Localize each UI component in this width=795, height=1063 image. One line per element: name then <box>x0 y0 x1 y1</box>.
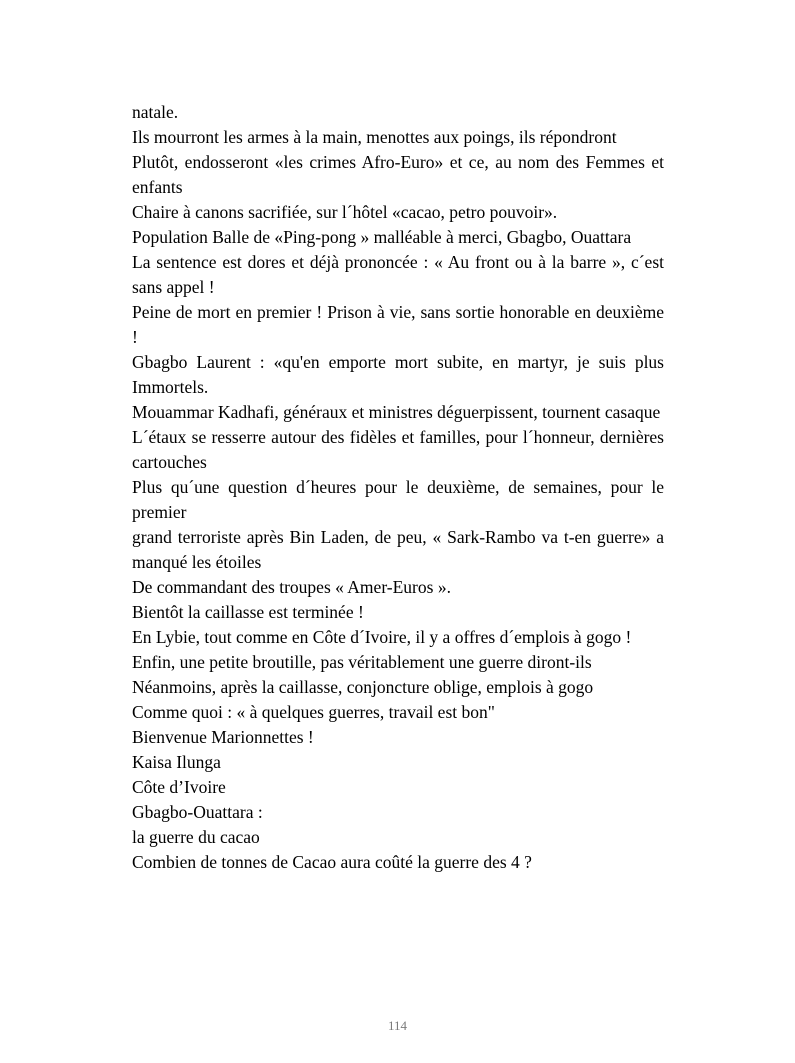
paragraph: Plus qu´une question d´heures pour le deuxième, de semaines, pour le premier <box>132 477 664 522</box>
paragraph: De commandant des troupes « Amer-Euros ». <box>132 577 451 597</box>
paragraph: Mouammar Kadhafi, généraux et ministres déguerpissent, tournent casaque <box>132 402 661 422</box>
paragraph: Bientôt la caillasse est terminée ! <box>132 602 364 622</box>
paragraph: En Lybie, tout comme en Côte d´Ivoire, il y a offres d´emplois à gogo ! <box>132 627 632 647</box>
paragraph: L´étaux se resserre autour des fidèles et familles, pour l´honneur, dernières cartouches <box>132 427 664 472</box>
paragraph: Néanmoins, après la caillasse, conjoncture oblige, emplois à gogo <box>132 677 594 697</box>
paragraph: natale. <box>132 102 179 122</box>
paragraph: Plutôt, endosseront «les crimes Afro-Euro» et ce, au nom des Femmes et enfants <box>132 152 664 197</box>
paragraph: Bienvenue Marionnettes ! <box>132 727 314 747</box>
paragraph: Population Balle de «Ping-pong » malléable à merci, Gbagbo, Ouattara <box>132 227 632 247</box>
paragraph: Combien de tonnes de Cacao aura coûté la guerre des 4 ? <box>132 852 532 872</box>
paragraph: Kaisa Ilunga <box>132 752 221 772</box>
paragraph: la guerre du cacao <box>132 827 260 847</box>
page-number: 114 <box>387 1018 408 1033</box>
paragraph: Gbagbo-Ouattara : <box>132 802 263 822</box>
paragraph: grand terroriste après Bin Laden, de peu, « Sark-Rambo va t-en guerre» a manqué les étoiles <box>132 527 664 572</box>
paragraph: Comme quoi : « à quelques guerres, travail est bon" <box>132 702 495 722</box>
paragraph: Ils mourront les armes à la main, menottes aux poings, ils répondront <box>132 127 617 147</box>
paragraph: Peine de mort en premier ! Prison à vie, sans sortie honorable en deuxième ! <box>132 302 664 347</box>
paragraph: Enfin, une petite broutille, pas véritablement une guerre diront-ils <box>132 652 592 672</box>
paragraph: Côte d’Ivoire <box>132 777 226 797</box>
paragraph: Gbagbo Laurent : «qu'en emporte mort subite, en martyr, je suis plus Immortels. <box>132 352 664 397</box>
body-text <box>132 100 664 875</box>
paragraph: La sentence est dores et déjà prononcée : « Au front ou à la barre », c´est sans appel ! <box>132 252 664 297</box>
paragraph: Chaire à canons sacrifiée, sur l´hôtel «cacao, petro pouvoir». <box>132 202 558 222</box>
